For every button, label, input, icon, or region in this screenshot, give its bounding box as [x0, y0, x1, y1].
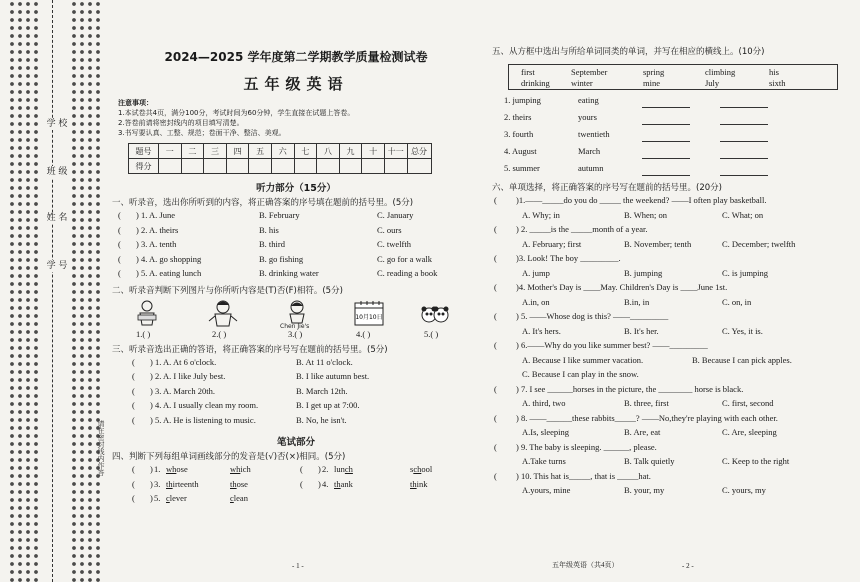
- section-3-items: [112, 356, 480, 429]
- word-bank-word: his: [769, 67, 779, 77]
- listening-heading: 听力部分（15分）: [256, 183, 336, 194]
- word-bank-word: winter: [571, 78, 593, 88]
- score-table-score-row: [129, 159, 432, 174]
- option-b: B. your, my: [624, 485, 665, 495]
- mc-question-row: [492, 310, 852, 325]
- mc-question-row: [492, 252, 852, 267]
- underlined-part: th: [166, 478, 173, 489]
- binding-sidebar: [8, 0, 104, 582]
- given-word: 4. August: [504, 146, 537, 156]
- question-row: [112, 209, 480, 224]
- score-input-cell[interactable]: [204, 159, 227, 174]
- option-c: C. January: [377, 210, 414, 220]
- option-c: C. What; on: [722, 209, 764, 220]
- score-input-cell[interactable]: [317, 159, 340, 174]
- answer-paren[interactable]: (: [494, 340, 497, 350]
- page-number-2: - 2 -: [682, 562, 694, 570]
- score-cell: 一: [159, 144, 182, 159]
- underlined-part: ch: [344, 464, 353, 474]
- answer-paren[interactable]: (: [118, 239, 121, 249]
- mc-question-row: [492, 412, 852, 427]
- underlined-part: wh: [230, 464, 241, 474]
- star-border-right: [70, 0, 100, 582]
- picture-answer-3[interactable]: 3.( ): [288, 328, 303, 339]
- option-a: A. Because I like summer vacation.: [522, 354, 644, 365]
- section-6-title: 六、单项选择，将正确答案的序号写在题前的括号里。(20分): [492, 183, 722, 193]
- underlined-part: c: [230, 493, 234, 503]
- paren-close: ): [136, 210, 139, 220]
- mc-question-row: [492, 470, 852, 485]
- option-b: B. It's her.: [624, 325, 659, 336]
- given-word: 3. fourth: [504, 129, 534, 139]
- score-cell: 题号: [129, 144, 159, 159]
- option-a: 1. A. At 6 o'clock.: [155, 356, 217, 367]
- question-row: [112, 370, 480, 385]
- word-bank-word: September: [571, 67, 608, 77]
- answer-paren[interactable]: (: [494, 412, 497, 423]
- example-word: twentieth: [578, 129, 610, 139]
- answer-paren[interactable]: (: [118, 268, 121, 278]
- answer-blank[interactable]: [720, 100, 768, 108]
- item-number: 3.: [154, 478, 161, 489]
- question-row: [112, 414, 480, 429]
- section-4-items: [112, 463, 480, 507]
- paren-close: ): [136, 253, 139, 264]
- page-right: [492, 0, 852, 582]
- option-c: C. twelfth: [377, 239, 411, 249]
- answer-paren[interactable]: (: [494, 224, 497, 234]
- answer-blank[interactable]: [720, 134, 768, 142]
- option-c: C. Yes, it is.: [722, 325, 763, 336]
- mc-options-row: [492, 296, 852, 311]
- option-a: 4. A. go shopping: [141, 253, 202, 264]
- option-a: A.yours, mine: [522, 485, 571, 495]
- classify-row: [492, 162, 852, 179]
- classify-row: [492, 111, 852, 128]
- answer-blank[interactable]: [720, 168, 768, 176]
- paren-close: ): [150, 464, 153, 474]
- paren-close: ): [150, 400, 153, 410]
- score-cell: 得分: [129, 159, 159, 174]
- score-input-cell[interactable]: [159, 159, 182, 174]
- score-cell: 四: [226, 144, 249, 159]
- score-cell: 六: [271, 144, 294, 159]
- section-4-title: 四、判断下列每组单词画线部分的发音是(√)否(×)相同。(5分): [112, 452, 346, 462]
- option-c: C. go for a walk: [377, 253, 433, 264]
- footer-title: 五年级英语（共4页）: [552, 561, 619, 569]
- question-row: [112, 267, 480, 282]
- score-cell: 八: [317, 144, 340, 159]
- option-a: A. jump: [522, 267, 550, 278]
- paren-close: ): [136, 268, 139, 278]
- option-c: C. ours: [377, 224, 402, 235]
- section-2-pictures: [112, 299, 480, 341]
- calendar-picture: [352, 299, 386, 327]
- option-c: C. Are, sleeping: [722, 427, 777, 437]
- answer-blank[interactable]: [642, 134, 690, 142]
- option-a: A. Why; in: [522, 209, 560, 220]
- mc-options-row: [492, 325, 852, 340]
- school-field[interactable]: 学 校: [42, 118, 72, 130]
- option-a: A.Is, sleeping: [522, 427, 569, 437]
- answer-paren[interactable]: (: [132, 464, 135, 474]
- classify-row: [492, 145, 852, 162]
- answer-paren[interactable]: (: [132, 478, 135, 489]
- note-line: 2.答卷前请将密封线内的项目填写清楚。: [118, 119, 244, 127]
- mc-options-row: [492, 484, 852, 499]
- answer-paren[interactable]: (: [132, 400, 135, 410]
- score-input-cell[interactable]: [294, 159, 317, 174]
- mc-options-row: [492, 354, 852, 369]
- answer-blank[interactable]: [642, 151, 690, 159]
- mc-question-row: [492, 223, 852, 238]
- option-c: C. December; twelfth: [722, 238, 796, 249]
- option-b: B. February: [259, 210, 300, 220]
- word-rest: lean: [233, 493, 248, 503]
- option-c: C. reading a book: [377, 268, 438, 278]
- option-b: B. three, first: [624, 398, 669, 408]
- option-b: B. third: [259, 239, 285, 249]
- option-a: A.in, on: [522, 296, 550, 307]
- note-line: 1.本试卷共4页，满分100分，考试时间为60分钟，学生直接在试题上答卷。: [118, 109, 355, 117]
- word-bank-word: mine: [643, 78, 660, 88]
- answer-paren[interactable]: (: [300, 464, 303, 474]
- option-c: C. is jumping: [722, 267, 769, 278]
- paren-close: ): [150, 356, 153, 367]
- phonics-row: [112, 492, 480, 507]
- option-b: B. his: [259, 224, 279, 235]
- score-input-cell[interactable]: [407, 159, 431, 174]
- score-input-cell[interactable]: [271, 159, 294, 174]
- name-field[interactable]: 姓 名: [42, 212, 72, 224]
- option-b: B. Talk quietly: [624, 456, 675, 466]
- question-row: [112, 224, 480, 239]
- paren-close: ): [150, 385, 153, 396]
- mc-question-row: [492, 339, 852, 354]
- answer-paren[interactable]: (: [494, 470, 497, 481]
- option-a: 5. A. eating lunch: [141, 268, 202, 278]
- score-cell: 九: [339, 144, 362, 159]
- page-number-1: - 1 -: [292, 562, 304, 570]
- word-bank-word: July: [705, 78, 720, 88]
- underlined-part: th: [410, 478, 417, 489]
- question-text: ) 6.——Why do you like summer best? ——_________: [516, 340, 708, 350]
- word-rest: irteenth: [172, 478, 199, 489]
- answer-paren[interactable]: (: [494, 253, 497, 263]
- word-bank-word: drinking: [521, 78, 550, 88]
- score-cell: 总分: [407, 144, 431, 159]
- class-field[interactable]: 班 级: [42, 166, 72, 178]
- picture-caption: Chen Jie's: [280, 322, 310, 330]
- seal-note: 请在密封线内作答: [97, 420, 105, 476]
- score-input-cell[interactable]: [339, 159, 362, 174]
- underlined-part: wh: [166, 464, 177, 474]
- option-c: C. Because I can play in the snow.: [522, 369, 639, 379]
- option-a: 1. A. June: [141, 210, 175, 220]
- option-b: B. jumping: [624, 267, 663, 278]
- word-rest: ich: [240, 464, 251, 474]
- score-table-header-row: [129, 144, 432, 159]
- notes-heading: 注意事项：: [118, 99, 153, 107]
- option-b: B. When; on: [624, 209, 668, 220]
- question-text: ) 9. The baby is sleeping. ______, please.: [516, 441, 657, 452]
- answer-paren[interactable]: (: [494, 195, 497, 205]
- mc-options-row: [492, 267, 852, 282]
- given-word: 2. theirs: [504, 112, 532, 122]
- example-word: yours: [578, 112, 597, 122]
- item-number: 4.: [322, 478, 329, 489]
- answer-paren[interactable]: (: [494, 282, 497, 292]
- answer-paren[interactable]: (: [118, 210, 121, 220]
- classify-row: [492, 94, 852, 111]
- score-cell: 五: [249, 144, 272, 159]
- score-input-cell[interactable]: [362, 159, 385, 174]
- item-number: 5.: [154, 493, 161, 503]
- star-border-left: [8, 0, 38, 582]
- picture-answer-5[interactable]: 5.( ): [424, 328, 439, 339]
- answer-paren[interactable]: (: [494, 383, 497, 394]
- option-a: 3. A. tenth: [141, 239, 177, 249]
- word-rest: ool: [421, 464, 433, 474]
- mc-options-row: [492, 397, 852, 412]
- mc-question-row: [492, 441, 852, 456]
- example-word: autumn: [578, 163, 604, 173]
- exam-title: 2024—2025 学年度第二学期教学质量检测试卷: [164, 50, 428, 64]
- mc-question-row: [492, 194, 852, 209]
- phonics-row: [112, 478, 480, 493]
- underlined-part: ch: [413, 464, 422, 474]
- exam-subtitle: 五年级英语: [243, 75, 349, 93]
- paren-close: ): [318, 478, 321, 489]
- question-text: ) 10. This hat is_____, that is _____hat.: [516, 470, 651, 481]
- section-6-items: [492, 194, 852, 499]
- word-bank-word: first: [521, 67, 535, 77]
- option-a: 3. A. March 20th.: [155, 385, 215, 396]
- option-c: C. first, second: [722, 398, 774, 408]
- word-bank-word: climbing: [705, 67, 736, 77]
- score-input-cell[interactable]: [181, 159, 204, 174]
- question-text: ) 5. ——Whose dog is this? ——_________: [516, 311, 669, 321]
- answer-blank[interactable]: [720, 117, 768, 125]
- option-c: C. on, in: [722, 296, 752, 307]
- option-b: B. At 11 o'clock.: [296, 356, 353, 367]
- option-a: 4. A. I usually clean my room.: [155, 400, 259, 410]
- item-number: 2.: [322, 464, 329, 474]
- question-row: [112, 399, 480, 414]
- option-b: B. drinking water: [259, 268, 319, 278]
- option-c: C. yours, my: [722, 485, 766, 495]
- paren-close: ): [150, 414, 153, 425]
- question-text: ) 2. _____is the _____month of a year.: [516, 224, 648, 234]
- option-a: A.Take turns: [522, 456, 566, 466]
- written-heading: 笔试部分: [276, 437, 315, 448]
- score-input-cell[interactable]: [226, 159, 249, 174]
- mc-options-row: [492, 426, 852, 441]
- answer-blank[interactable]: [642, 168, 690, 176]
- answer-blank[interactable]: [642, 117, 690, 125]
- score-cell: 十一: [384, 144, 407, 159]
- pandas-picture: [418, 299, 452, 327]
- option-b: B. I get up at 7:00.: [296, 400, 360, 410]
- option-a: A. It's hers.: [522, 325, 561, 336]
- boy-reading-picture: [130, 299, 164, 327]
- answer-paren[interactable]: (: [494, 441, 497, 452]
- word-rest: s: [410, 464, 414, 474]
- answer-paren[interactable]: (: [132, 356, 135, 367]
- score-cell: 二: [181, 144, 204, 159]
- option-b: B. No, he isn't.: [296, 414, 347, 425]
- exam-notes: [118, 98, 480, 138]
- question-row: [112, 238, 480, 253]
- girl-cartoon-picture: [206, 299, 240, 327]
- section-3-title: 三、听录音选出正确的答语，将正确答案的序号写在题前的括号里。(5分): [112, 344, 388, 355]
- option-b: B.in, in: [624, 296, 650, 307]
- paren-close: ): [150, 371, 153, 381]
- student-number-field[interactable]: 学 号: [42, 260, 72, 272]
- answer-blank[interactable]: [642, 100, 690, 108]
- score-table: [128, 143, 432, 174]
- picture-answer-1[interactable]: 1.( ): [136, 328, 151, 339]
- word-bank-word: sixth: [769, 78, 786, 88]
- section-5-title: 五、从方框中选出与所给单词同类的单词，并写在相应的横线上。(10分): [492, 47, 765, 57]
- answer-paren[interactable]: (: [118, 224, 121, 235]
- answer-paren[interactable]: (: [118, 253, 121, 264]
- question-text: )4. Mother's Day is ____May. Children's Day is ____June 1st.: [516, 282, 728, 292]
- option-a: A. February; first: [522, 238, 582, 249]
- section-1-items: [112, 209, 480, 282]
- given-word: 1. jumping: [504, 95, 541, 105]
- score-cell: 三: [204, 144, 227, 159]
- phonics-row: [112, 463, 480, 478]
- classify-row: [492, 128, 852, 145]
- word-rest: lever: [169, 493, 187, 503]
- option-b: B. I like autumn best.: [296, 371, 370, 381]
- question-text: )1.——_____do you do _____ the weekend? ——I often play basketball.: [516, 195, 767, 205]
- word-rest: lun: [334, 464, 345, 474]
- note-line: 3.书写要认真、工整、规范；卷面干净、整洁、美观。: [118, 129, 286, 137]
- answer-paren[interactable]: (: [300, 478, 303, 489]
- paren-close: ): [150, 478, 153, 489]
- mc-question-row: [492, 383, 852, 398]
- paren-close: ): [136, 224, 139, 235]
- word-bank-word: spring: [643, 67, 665, 77]
- option-b: B. Are, eat: [624, 427, 661, 437]
- option-b: B. March 12th.: [296, 385, 348, 396]
- section-1-title: 一、听录音，选出你所听到的内容，将正确答案的序号填在题前的括号里。(5分): [112, 198, 414, 208]
- question-row: [112, 253, 480, 268]
- score-input-cell[interactable]: [384, 159, 407, 174]
- question-text: ) 8. ——______these rabbits_____? ——No,they're playing with each other.: [516, 412, 778, 423]
- word-bank-box: [508, 64, 838, 90]
- score-cell: 十: [362, 144, 385, 159]
- answer-blank[interactable]: [720, 151, 768, 159]
- option-b: B. November; tenth: [624, 238, 692, 249]
- answer-paren[interactable]: (: [132, 493, 135, 503]
- question-row: [112, 385, 480, 400]
- word-rest: ank: [340, 478, 353, 489]
- option-c: C. Keep to the right: [722, 456, 790, 466]
- paren-close: ): [150, 493, 153, 503]
- mc-options-row: [492, 368, 852, 383]
- answer-paren[interactable]: (: [132, 385, 135, 396]
- question-text: ) 7. I see ______horses in the picture, the ________ horse is black.: [516, 383, 744, 394]
- option-a: A. third, two: [522, 398, 566, 408]
- mc-question-row: [492, 281, 852, 296]
- calendar-text: 10月10日: [355, 313, 383, 321]
- mc-options-row: [492, 238, 852, 253]
- underlined-part: th: [334, 478, 341, 489]
- paren-close: ): [136, 239, 139, 249]
- section-5-items: [492, 94, 852, 179]
- underlined-part: c: [166, 493, 170, 503]
- answer-paren[interactable]: (: [494, 311, 497, 321]
- section-2-title: 二、听录音判断下列图片与你所听内容是(T)否(F)相符。(5分): [112, 285, 343, 296]
- page-left: [112, 0, 480, 582]
- given-word: 5. summer: [504, 163, 540, 173]
- score-input-cell[interactable]: [249, 159, 272, 174]
- score-cell: 七: [294, 144, 317, 159]
- word-rest: ose: [176, 464, 188, 474]
- option-b: B. go fishing: [259, 253, 304, 264]
- question-row: [112, 356, 480, 371]
- answer-paren[interactable]: (: [132, 371, 135, 381]
- picture-answer-2[interactable]: 2.( ): [212, 328, 227, 339]
- picture-answer-4[interactable]: 4.( ): [356, 328, 371, 339]
- option-a: 2. A. theirs: [141, 224, 179, 235]
- seal-line: [52, 0, 53, 582]
- mc-options-row: [492, 209, 852, 224]
- word-rest: ink: [416, 478, 428, 489]
- question-text: )3. Look! The boy _________.: [516, 253, 621, 263]
- example-word: March: [578, 146, 601, 156]
- mc-options-row: [492, 455, 852, 470]
- option-a: 5. A. He is listening to music.: [155, 414, 256, 425]
- item-number: 1.: [154, 464, 161, 474]
- example-word: eating: [578, 95, 599, 105]
- paren-close: ): [318, 464, 321, 474]
- word-rest: ose: [236, 478, 248, 489]
- option-b: B. Because I can pick apples.: [692, 354, 792, 365]
- option-a: 2. A. I like July best.: [155, 371, 226, 381]
- answer-paren[interactable]: (: [132, 414, 135, 425]
- underlined-part: th: [230, 478, 237, 489]
